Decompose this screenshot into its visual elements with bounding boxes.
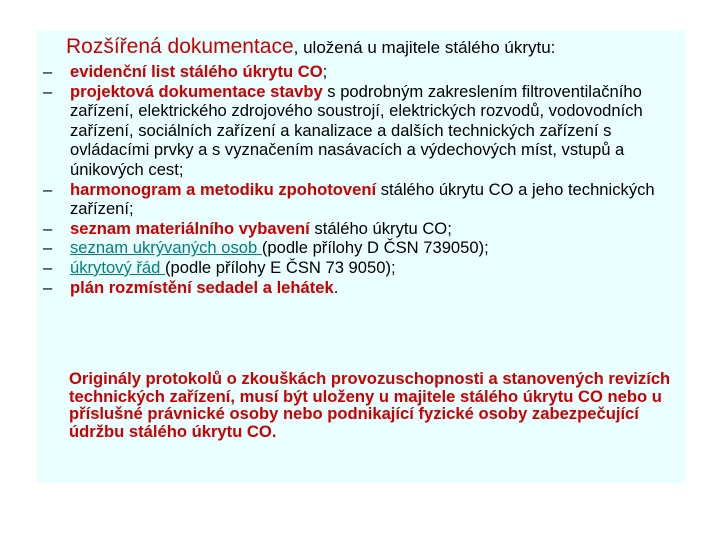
list-dash: – xyxy=(43,218,53,238)
list-dash: – xyxy=(43,257,53,277)
list-item xyxy=(43,219,683,239)
list-dash: – xyxy=(43,238,53,258)
title-main: Rozšířená dokumentace xyxy=(66,35,294,58)
list-dash: – xyxy=(43,62,53,81)
list-item-highlight: harmonogram a metodiku zpohotovení xyxy=(70,179,377,199)
list-item xyxy=(43,82,683,180)
list-item-link[interactable]: seznam ukrývaných osob xyxy=(70,238,262,258)
list-dash: – xyxy=(43,81,53,101)
list-item-rest: stálého úkrytu CO a jeho technických zařízení; xyxy=(70,179,655,219)
list-item-rest: (podle přílohy D ČSN 739050); xyxy=(261,238,489,258)
list-item-highlight: seznam materiálního vybavení xyxy=(70,218,310,238)
list-item xyxy=(43,278,683,298)
title-rest: , uložená u majitele stálého úkrytu: xyxy=(293,38,556,57)
list-item-link[interactable]: úkrytový řád xyxy=(70,257,165,277)
list-item-highlight: evidenční list stálého úkrytu CO xyxy=(70,62,323,81)
list-item-rest: stálého úkrytu CO; xyxy=(309,218,452,238)
documentation-list xyxy=(43,62,683,297)
list-item-highlight: plán rozmístění sedadel a lehátek xyxy=(70,277,334,297)
list-item-rest: . xyxy=(333,277,339,297)
list-item xyxy=(43,258,683,278)
archive-note: Originály protokolů o zkouškách provozuschopnosti a stanovených revizích technických zařízení, musí být uloženy u majitele stálého úkrytu CO nebo u příslušné právnické osoby nebo podnikající fyzické osoby zabezpečující údržbu stálého úkrytu CO. xyxy=(69,369,671,441)
slide-title xyxy=(66,35,555,59)
list-item-rest: (podle přílohy E ČSN 73 9050); xyxy=(165,257,396,277)
list-item xyxy=(43,62,683,82)
list-item-rest: ; xyxy=(322,62,328,81)
list-item xyxy=(43,180,683,219)
list-dash: – xyxy=(43,179,53,199)
list-item xyxy=(43,238,683,258)
list-item-rest: s podrobným zakreslením filtroventilačního zařízení, elektrického zdrojového soustrojí, elektrických rozvodů, vodovodních zařízení, sociálních zařízení a kanalizace a dalších technických zařízení s ovládacími prvky a s vyznačením nasávacích a výdechových míst, vstupů a únikových cest; xyxy=(70,81,643,179)
list-dash: – xyxy=(43,277,53,297)
list-item-highlight: projektová dokumentace stavby xyxy=(70,81,323,101)
